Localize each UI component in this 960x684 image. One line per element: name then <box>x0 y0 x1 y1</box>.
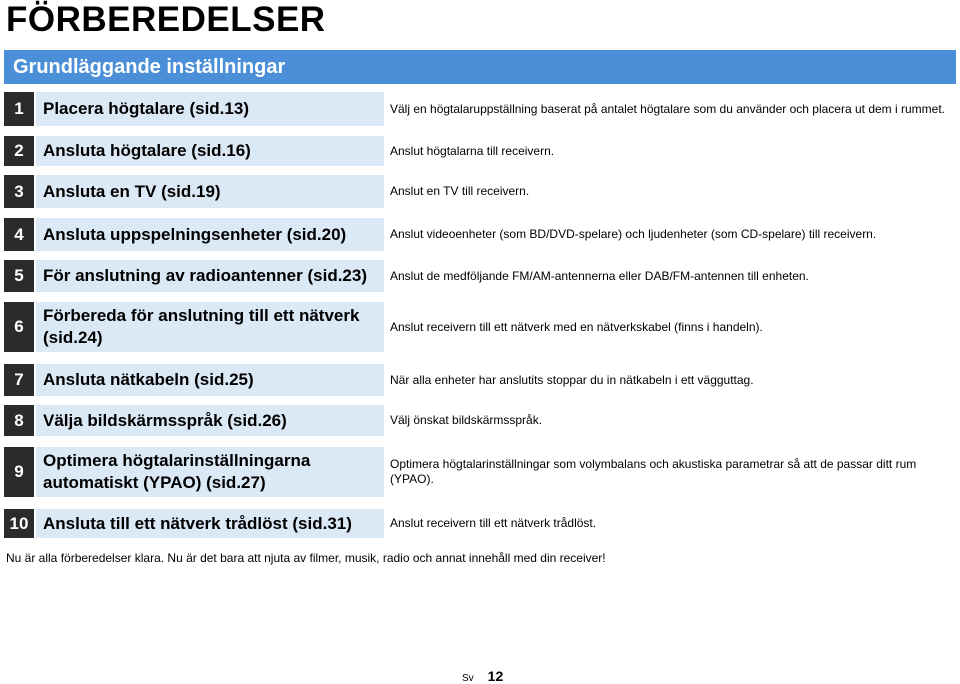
step-title: Ansluta till ett nätverk trådlöst (sid.31) <box>36 509 384 538</box>
step-number: 4 <box>4 218 34 251</box>
step-description: Anslut videoenheter (som BD/DVD-spelare) och ljudenheter (som CD-spelare) till receivern. <box>390 227 877 241</box>
step-row <box>4 218 956 251</box>
page-footer <box>462 668 503 684</box>
step-number: 5 <box>4 260 34 292</box>
step-row <box>4 260 956 292</box>
step-row <box>4 175 956 208</box>
step-number: 3 <box>4 175 34 208</box>
step-description: Optimera högtalarinställningar som volymbalans och akustiska parametrar så att de passar ditt rum (YPAO). <box>390 457 917 486</box>
step-description: Anslut receivern till ett nätverk med en nätverkskabel (finns i handeln). <box>390 319 763 334</box>
language-code: Sv <box>462 673 474 684</box>
step-row <box>4 302 956 352</box>
step-row <box>4 136 956 166</box>
step-row <box>4 92 956 126</box>
step-row <box>4 405 956 436</box>
step-number: 7 <box>4 364 34 396</box>
step-number: 8 <box>4 405 34 436</box>
step-title: Ansluta högtalare (sid.16) <box>36 136 384 166</box>
step-description: När alla enheter har anslutits stoppar du in nätkabeln i ett vägguttag. <box>390 372 754 387</box>
step-title: Välja bildskärmsspråk (sid.26) <box>36 405 384 436</box>
step-title: Optimera högtalarinställningarna automatiskt (YPAO) (sid.27) <box>36 447 384 497</box>
step-title: Ansluta nätkabeln (sid.25) <box>36 364 384 396</box>
step-title: För anslutning av radioantenner (sid.23) <box>36 260 384 292</box>
step-description: Välj önskat bildskärmsspråk. <box>390 413 543 427</box>
step-description: Anslut en TV till receivern. <box>390 184 530 198</box>
step-description: Anslut receivern till ett nätverk trådlöst. <box>390 516 597 530</box>
step-number: 9 <box>4 447 34 497</box>
section-header: Grundläggande inställningar <box>4 50 956 84</box>
step-title: Ansluta en TV (sid.19) <box>36 175 384 208</box>
step-number: 1 <box>4 92 34 126</box>
step-description: Anslut högtalarna till receivern. <box>390 143 555 158</box>
step-description: Välj en högtalaruppställning baserat på antalet högtalare som du använder och placera ut dem i rummet. <box>390 101 946 116</box>
page-number: 12 <box>487 668 504 684</box>
step-title: Förbereda för anslutning till ett nätverk (sid.24) <box>36 302 384 352</box>
step-number: 6 <box>4 302 34 352</box>
step-number: 2 <box>4 136 34 166</box>
step-number: 10 <box>4 509 34 538</box>
step-title: Placera högtalare (sid.13) <box>36 92 384 126</box>
step-row <box>4 509 956 538</box>
step-row <box>4 447 956 497</box>
step-description: Anslut de medföljande FM/AM-antennerna eller DAB/FM-antennen till enheten. <box>390 268 809 283</box>
page-title: FÖRBEREDELSER <box>6 0 326 39</box>
step-title: Ansluta uppspelningsenheter (sid.20) <box>36 218 384 251</box>
step-row <box>4 364 956 396</box>
summary-text: Nu är alla förberedelser klara. Nu är det bara att njuta av filmer, musik, radio och annat innehåll med din receiver! <box>6 551 606 565</box>
